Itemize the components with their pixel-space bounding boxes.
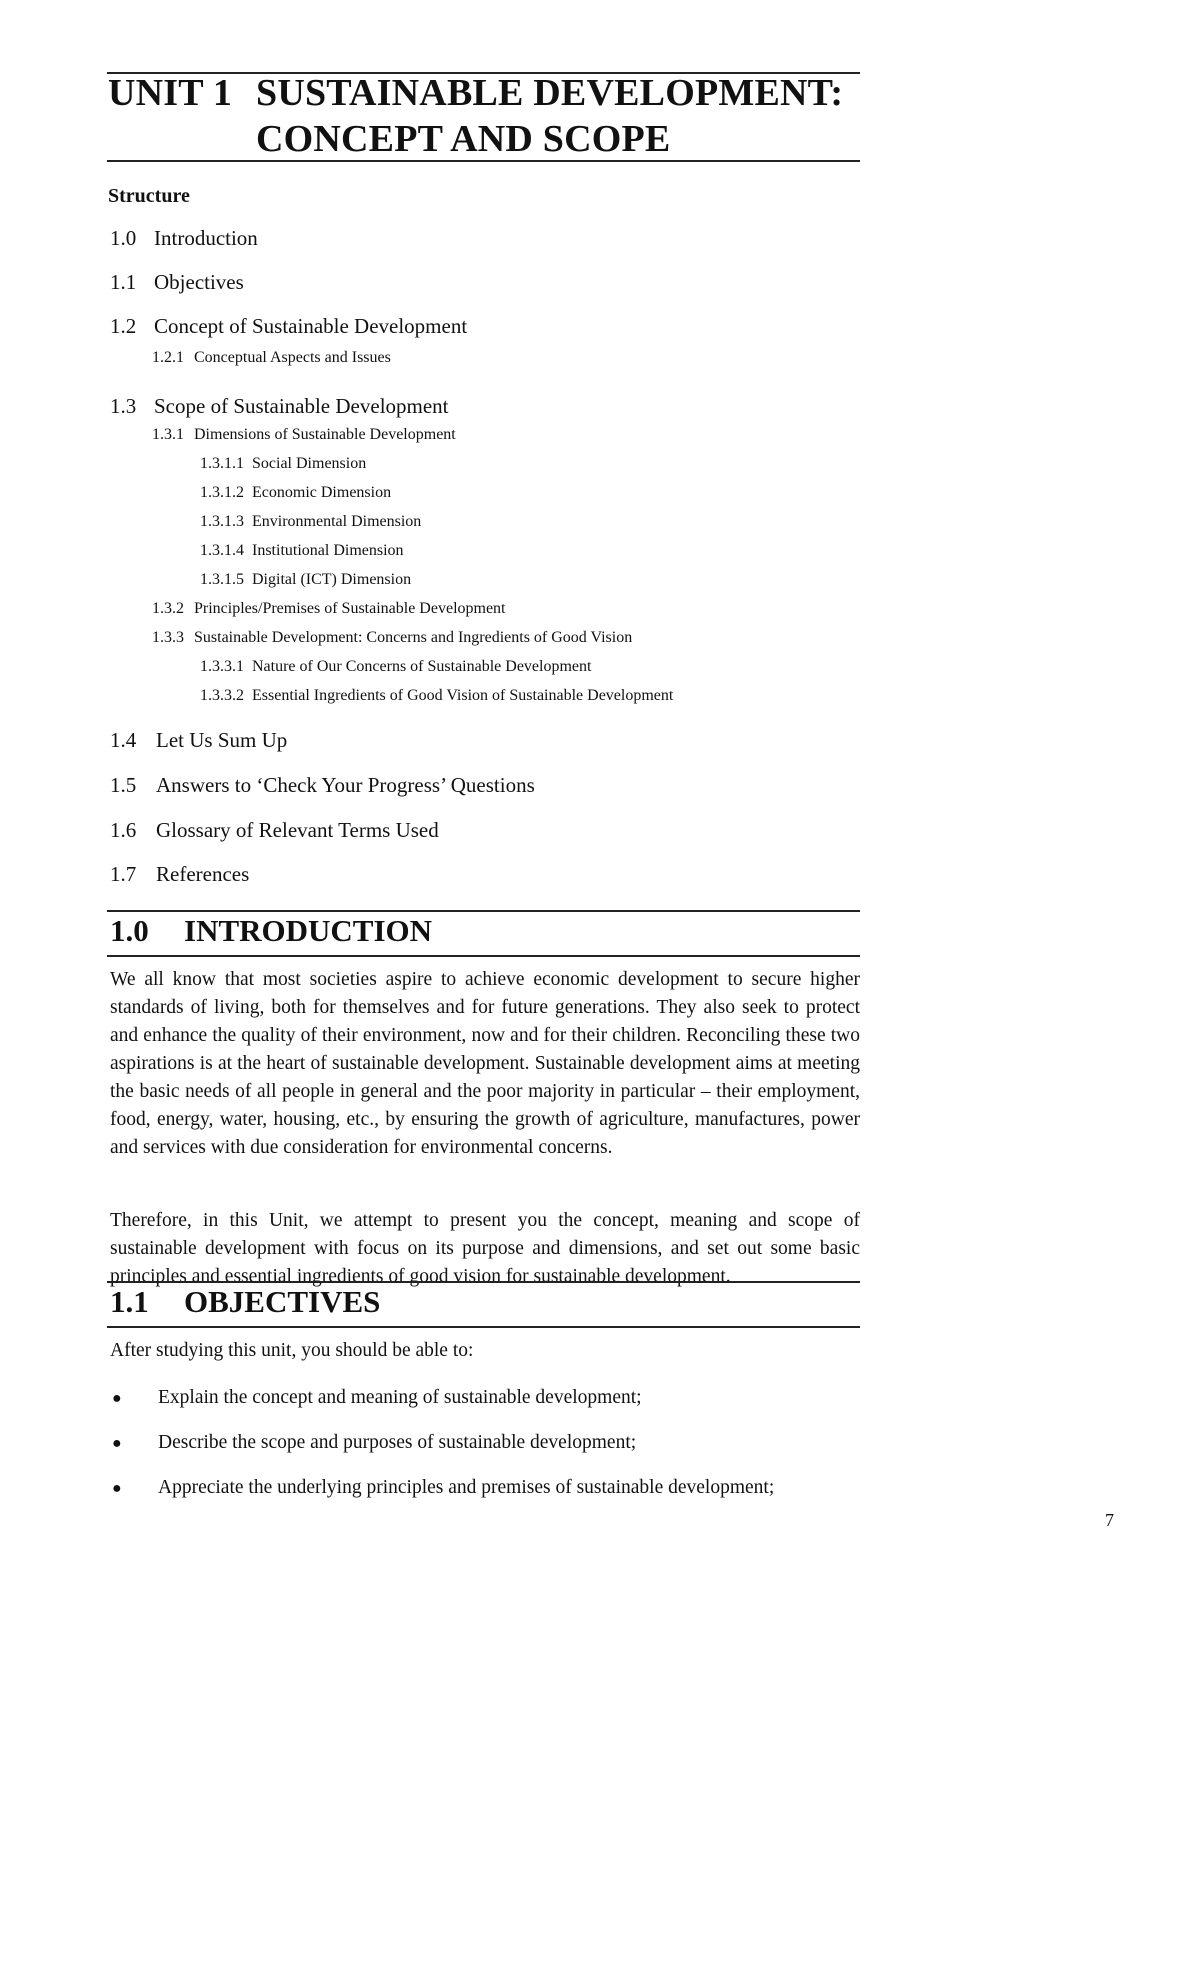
objectives-top-rule xyxy=(107,1281,860,1283)
toc-item: 1.3.1.1 Social Dimension xyxy=(200,455,367,472)
section-number: 1.0 xyxy=(110,913,149,948)
toc-item: 1.3.3 Sustainable Development: Concerns and Ingredients of Good Vision xyxy=(152,629,633,646)
unit-title-line-2: CONCEPT AND SCOPE xyxy=(256,118,671,160)
toc-item: 1.3.3.1 Nature of Our Concerns of Sustainable Development xyxy=(200,658,592,675)
page-number: 7 xyxy=(1105,1510,1114,1530)
toc-item: 1.3.1 Dimensions of Sustainable Development xyxy=(152,426,456,443)
objectives-bottom-rule xyxy=(107,1326,860,1328)
bullet-icon: ● xyxy=(112,1480,122,1497)
toc-item: 1.0 Introduction xyxy=(110,226,258,250)
bullet-icon: ● xyxy=(112,1435,122,1452)
intro-bottom-rule xyxy=(107,955,860,957)
unit-number: UNIT 1 xyxy=(108,72,233,114)
objective-bullet: ● Describe the scope and purposes of sustainable development; xyxy=(112,1432,637,1453)
toc-item: 1.1 Objectives xyxy=(110,270,244,294)
title-bottom-rule xyxy=(107,160,860,162)
introduction-paragraph-2: Therefore, in this Unit, we attempt to present you the concept, meaning and scope of sustainable development with focus on its purpose and dimensions, and set out some basic principles and essential ingredients of good vision for sustainable development. xyxy=(110,1210,860,1287)
unit-title-line-1: SUSTAINABLE DEVELOPMENT: xyxy=(256,72,844,114)
objective-bullet: ● Explain the concept and meaning of sustainable development; xyxy=(112,1387,642,1408)
section-title: OBJECTIVES xyxy=(184,1284,381,1319)
toc-item: 1.3.1.3 Environmental Dimension xyxy=(200,513,422,530)
toc-item: 1.3 Scope of Sustainable Development xyxy=(110,394,449,418)
toc-item: 1.3.2 Principles/Premises of Sustainable Development xyxy=(152,600,506,617)
introduction-heading xyxy=(110,913,432,949)
structure-label: Structure xyxy=(108,185,190,207)
toc-item: 1.2.1 Conceptual Aspects and Issues xyxy=(152,349,391,366)
introduction-paragraph-1: We all know that most societies aspire to achieve economic development to secure higher standards of living, both for themselves and for future generations. They also seek to protect and enhance the quality of their environment, now and for their children. Reconciling these two aspirations is at the heart of sustainable development. Sustainable development aims at meeting the basic needs of all people in general and the poor majority in particular – their employment, food, energy, water, housing, etc., by ensuring the growth of agriculture, manufactures, power and services with due consideration for environmental concerns. xyxy=(110,969,860,1158)
section-title: INTRODUCTION xyxy=(184,913,433,948)
objectives-lead: After studying this unit, you should be able to: xyxy=(110,1340,474,1361)
toc-item: 1.3.1.4 Institutional Dimension xyxy=(200,542,404,559)
toc-item: 1.3.1.2 Economic Dimension xyxy=(200,484,392,501)
toc-item: 1.6 Glossary of Relevant Terms Used xyxy=(110,818,439,842)
objectives-heading xyxy=(110,1284,380,1320)
toc-item: 1.4 Let Us Sum Up xyxy=(110,728,288,752)
toc-item: 1.7 References xyxy=(110,862,250,886)
toc-item: 1.3.1.5 Digital (ICT) Dimension xyxy=(200,571,412,588)
toc-item: 1.2 Concept of Sustainable Development xyxy=(110,314,468,338)
section-number: 1.1 xyxy=(110,1284,149,1319)
bullet-icon: ● xyxy=(112,1390,122,1407)
intro-top-rule xyxy=(107,910,860,912)
toc-item: 1.3.3.2 Essential Ingredients of Good Vision of Sustainable Development xyxy=(200,687,674,704)
toc-item: 1.5 Answers to ‘Check Your Progress’ Questions xyxy=(110,773,535,797)
objective-bullet: ● Appreciate the underlying principles and premises of sustainable development; xyxy=(112,1477,775,1498)
